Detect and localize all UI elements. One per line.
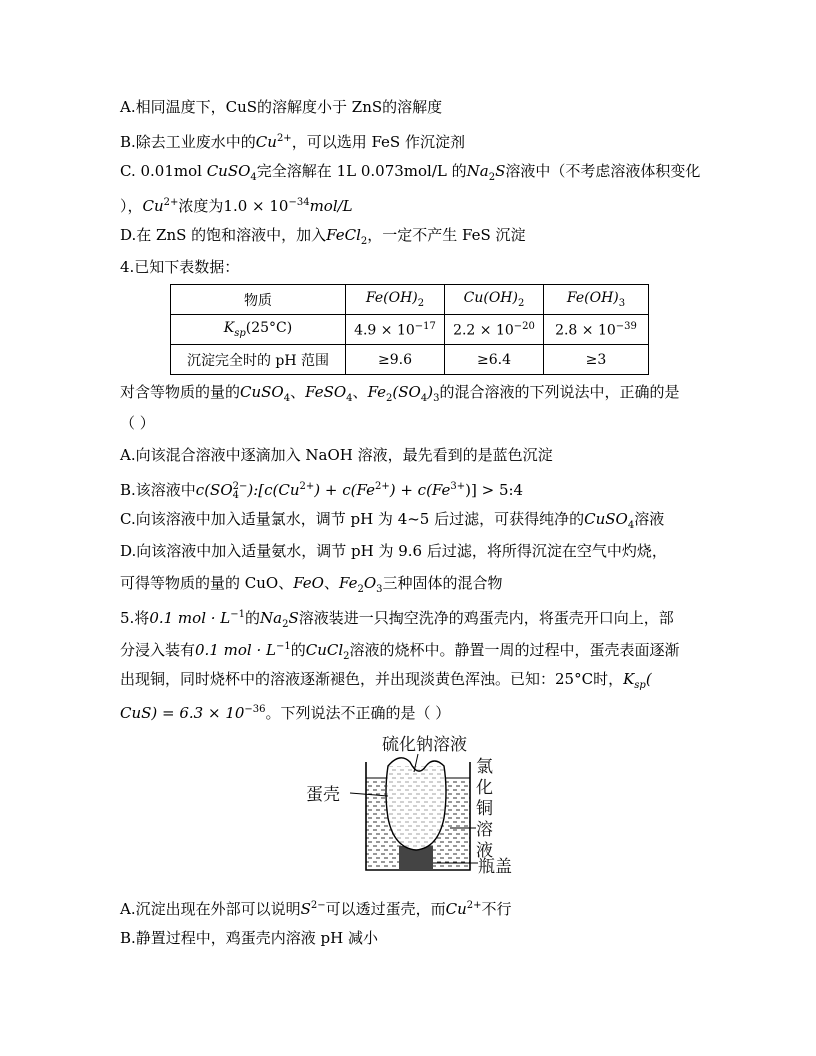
label-sodium-sulfide: 硫化钠溶液 [382,735,467,755]
eggshell-beaker-figure [300,732,520,874]
question-4-text: 对含等物质的量的CuSO$_4$、FeSO$_4$、$Fe_2(SO_4)_3$的混合溶液的下列说法中，正确的是 [120,383,680,404]
table-header-feoh2: $Fe(OH)_2$ [346,285,445,315]
table-header-cuoh2: $Cu(OH)_2$ [445,285,544,315]
label-copper-chloride-1: 氯 [476,757,493,777]
table-cell: ≥3 [544,345,649,375]
label-copper-chloride-4: 溶 [476,820,493,840]
option-a-q3: A.相同温度下，CuS的溶解度小于 ZnS的溶解度 [120,98,443,116]
table-cell: $4.9 \times 10^{-17}$ [346,315,445,345]
table-cell: ≥6.4 [445,345,544,375]
option-d-q4: D.向该溶液中加入适量氨水，调节 pH 为 9.6 后过滤，将所得沉淀在空气中灼烧， [120,542,667,560]
label-bottle-cap: 瓶盖 [478,857,512,874]
option-d-q4-cont: 可得等物质的量的 CuO、FeO、$Fe_2O_3$三种固体的混合物 [120,574,503,595]
option-d-q3: D.在 ZnS 的饱和溶液中，加入FeCl$_2$，一定不产生 FeS 沉淀 [120,226,526,247]
question-5-line-1: 5.将0.1 mol · $L^{-1}$的$Na_2S$溶液装进一只掏空洗净的鸡蛋壳内，将蛋壳开口向上，部 [120,609,674,630]
table-cell: $2.2 \times 10^{-20}$ [445,315,544,345]
table-cell-ph-label: 沉淀完全时的 pH 范围 [171,345,346,375]
option-c-q3-cont: ），$Cu^{2+}$浓度为$1.0 \times 10^{-34}mol/L$ [120,197,353,215]
option-b-q3: B.除去工业废水中的$Cu^{2+}$，可以选用 FeS 作沉淀剂 [120,133,465,151]
table-row [171,345,649,375]
question-5-line-4: $CuS) = 6.3 \times 10^{-36}$。下列说法不正确的是（ ） [120,704,451,722]
label-copper-chloride-2: 化 [476,778,493,798]
table-cell: ≥9.6 [346,345,445,375]
table-row [171,315,649,345]
table-cell-ksp-label: $K_{sp}(25^\circ C)$ [171,315,346,345]
table-row [171,285,649,315]
option-c-q3: C. 0.01mol CuSO$_4$完全溶解在 1L 0.073mol/L 的$Na_2S$溶液中（不考虑溶液体积变化 [120,162,701,183]
label-eggshell: 蛋壳 [306,785,340,805]
answer-paren: （ ） [120,414,155,432]
label-copper-chloride-5: 液 [476,841,493,861]
question-5-line-2: 分浸入装有0.1 mol · $L^{-1}$的CuCl$_2$溶液的烧杯中。静置一周的过程中，蛋壳表面逐渐 [120,641,680,662]
table-header-substance: 物质 [171,285,346,315]
option-a-q5: A.沉淀出现在外部可以说明$S^{2-}$可以透过蛋壳，而$Cu^{2+}$不行 [120,900,512,918]
label-copper-chloride-3: 铜 [476,799,493,819]
table-cell: $2.8 \times 10^{-39}$ [544,315,649,345]
ksp-table [170,284,649,375]
question-4-stem: 4.已知下表数据： [120,258,240,276]
option-b-q5: B.静置过程中，鸡蛋壳内溶液 pH 减小 [120,929,379,947]
option-b-q4: B.该溶液中c(SO2− 4 )$:[c(Cu^{2+}) + c(Fe^{2+}) + c(Fe^{3+})]$ > 5:4 [120,481,524,501]
table-header-feoh3: $Fe(OH)_3$ [544,285,649,315]
question-5-line-3: 出现铜，同时烧杯中的溶液逐渐褪色，并出现淡黄色浑浊。已知：25°C时，$K_{sp}$( [120,670,652,691]
option-c-q4: C.向该溶液中加入适量氯水，调节 pH 为 4~5 后过滤，可获得纯净的CuSO$_4$溶液 [120,510,665,531]
option-a-q4: A.向该混合溶液中逐滴加入 NaOH 溶液，最先看到的是蓝色沉淀 [120,446,553,464]
